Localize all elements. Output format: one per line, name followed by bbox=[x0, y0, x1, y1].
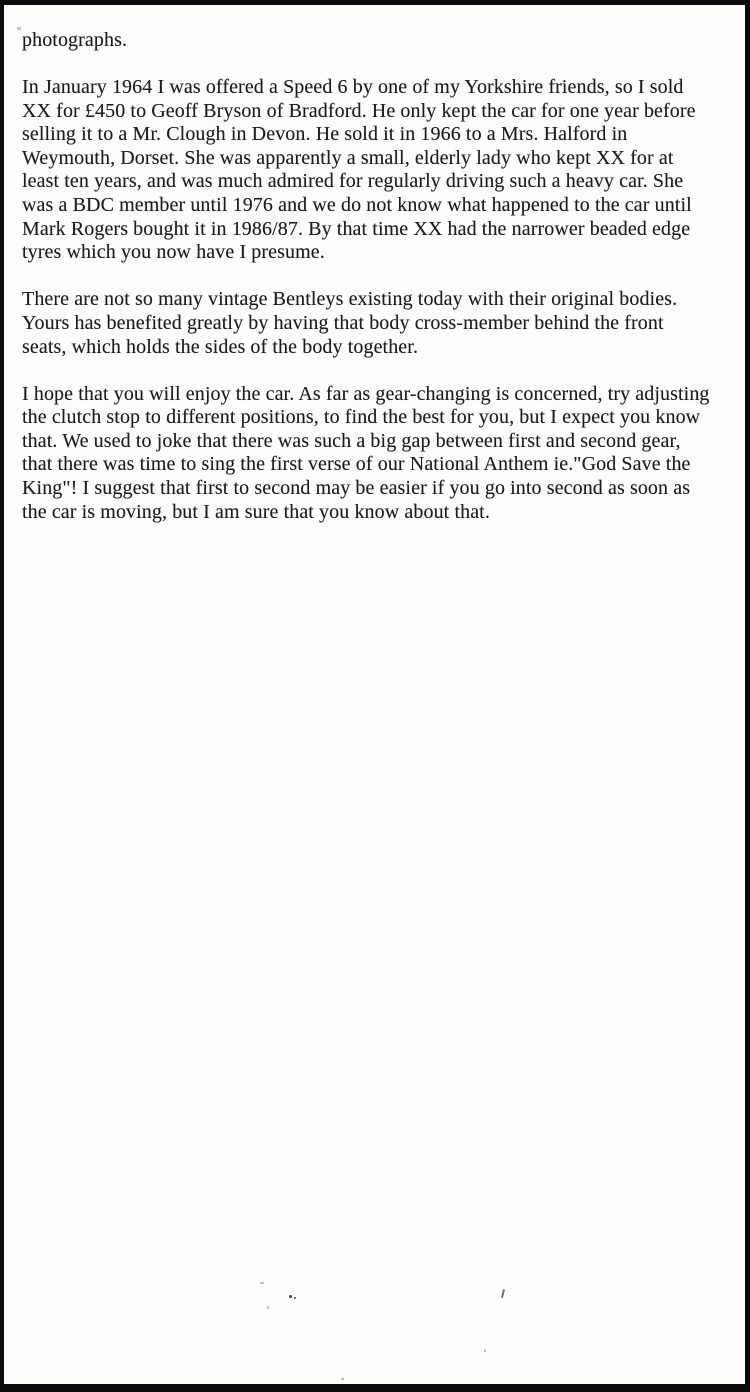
text-line: XX for £450 to Geoff Bryson of Bradford. He only kept the car for one year before bbox=[22, 99, 696, 122]
text-line: the car is moving, but I am sure that you know about that. bbox=[22, 500, 490, 523]
text-line: photographs. bbox=[22, 29, 128, 51]
scan-speck bbox=[294, 1297, 296, 1299]
scan-speck bbox=[260, 1282, 264, 1284]
text-line: that there was time to sing the first verse of our National Anthem ie."God Save the bbox=[22, 453, 691, 476]
text-line: seats, which holds the sides of the body together. bbox=[22, 335, 419, 358]
text-line: the clutch stop to different positions, to find the best for you, but I expect you know bbox=[22, 406, 701, 429]
scan-speck bbox=[267, 1306, 269, 1309]
scan-speck bbox=[289, 1295, 292, 1298]
text-line: that. We used to joke that there was such a big gap between first and second gear, bbox=[22, 429, 681, 452]
paragraph-2 bbox=[22, 76, 729, 265]
letter-body bbox=[22, 29, 729, 548]
paragraph-3 bbox=[22, 288, 729, 359]
text-line: Mark Rogers bought it in 1986/87. By that time XX had the narrower beaded edge bbox=[22, 217, 691, 240]
scan-speck bbox=[341, 1378, 344, 1380]
text-line: King"! I suggest that first to second may be easier if you go into second as soon as bbox=[22, 477, 691, 499]
paragraph-4 bbox=[22, 383, 729, 525]
text-line: Yours has benefited greatly by having that body cross-member behind the front bbox=[22, 311, 664, 334]
scan-speck bbox=[17, 27, 21, 30]
text-line: There are not so many vintage Bentleys existing today with their original bodies. bbox=[22, 288, 678, 311]
text-line: I hope that you will enjoy the car. As far as gear-changing is concerned, try adjusting bbox=[22, 382, 710, 405]
text-line: was a BDC member until 1976 and we do not know what happened to the car until bbox=[22, 194, 692, 217]
scan-speck bbox=[484, 1349, 486, 1352]
paragraph-1 bbox=[22, 29, 729, 53]
text-line: tyres which you now have I presume. bbox=[22, 241, 325, 264]
text-line: Weymouth, Dorset. She was apparently a small, elderly lady who kept XX for at bbox=[22, 146, 674, 169]
scan-slash-mark bbox=[501, 1289, 505, 1298]
text-line: least ten years, and was much admired for regularly driving such a heavy car. She bbox=[22, 170, 684, 193]
text-line: selling it to a Mr. Clough in Devon. He sold it in 1966 to a Mrs. Halford in bbox=[22, 123, 628, 146]
text-line: In January 1964 I was offered a Speed 6 by one of my Yorkshire friends, so I sold bbox=[22, 76, 684, 99]
